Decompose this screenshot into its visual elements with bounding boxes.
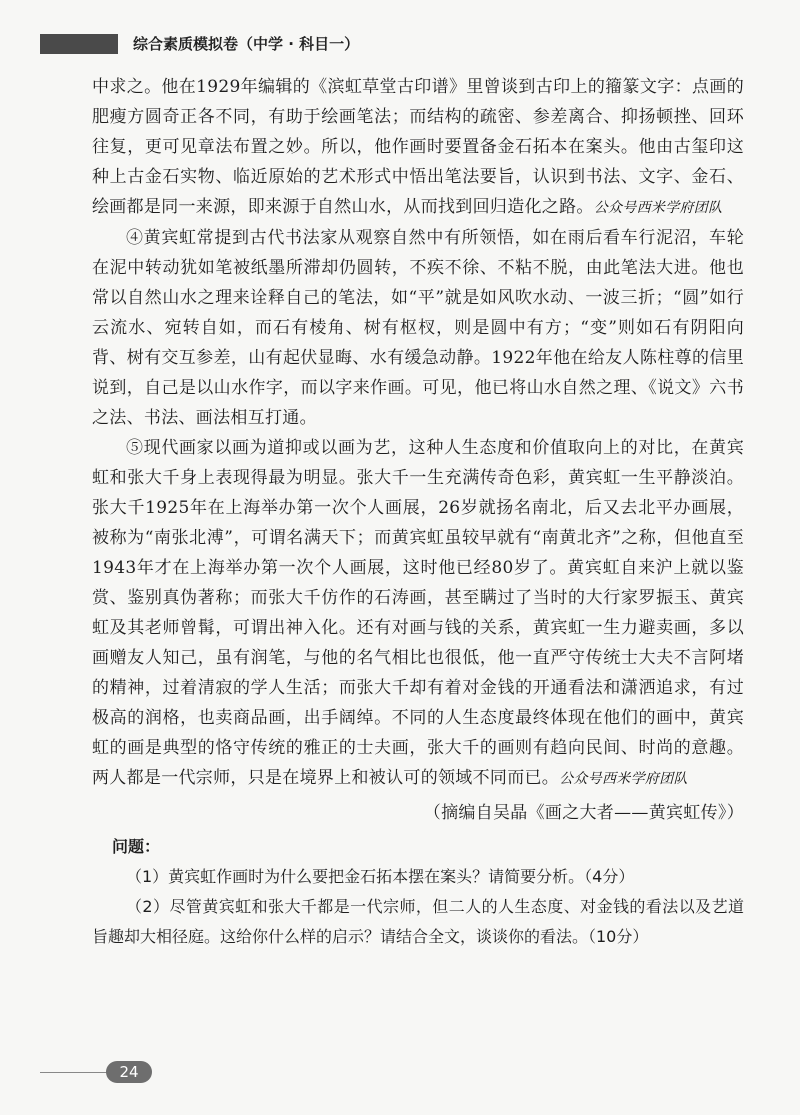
header-title: 综合素质模拟卷（中学 · 科目一） bbox=[133, 35, 360, 53]
paragraph-5 bbox=[92, 433, 744, 794]
header-bar bbox=[40, 34, 118, 54]
questions-heading: 问题： bbox=[112, 837, 161, 856]
paragraph-3-continued bbox=[92, 72, 744, 223]
question-2: （2）尽管黄宾虹和张大千都是一代宗师，但二人的人生态度、对金钱的看法以及艺道旨趣却大相径庭。这给你什么样的启示？请结合全文，谈谈你的看法。（10分） bbox=[92, 897, 744, 946]
handwritten-annotation: 公众号西米学府团队 bbox=[559, 771, 688, 787]
page-number: 24 bbox=[106, 1061, 152, 1083]
paragraph-4: ④黄宾虹常提到古代书法家从观察自然中有所领悟，如在雨后看车行泥沼，车轮在泥中转动犹如笔被纸墨所滞却仍圆转，不疾不徐、不粘不脱，由此笔法大进。他也常以自然山水之理来诠释自己的笔法，如“平”就是如风吹水动、一波三折；“圆”如行云流水、宛转自如，而石有棱角、树有枢杈，则是圆中有方；“变”则如石有阴阳向背、树有交互参差，山有起伏显晦、水有缓急动静。1922年他在给友人陈柱尊的信里说到，自己是以山水作字，而以字来作画。可见，他已将山水自然之理、《说文》六书之法、书法、画法相互打通。 bbox=[92, 228, 744, 428]
article-content bbox=[92, 72, 744, 952]
question-1: （1）黄宾虹作画时为什么要把金石拓本摆在案头？请简要分析。（4分） bbox=[126, 867, 635, 886]
paragraph-text: ⑤现代画家以画为道抑或以画为艺，这种人生态度和价值取向上的对比，在黄宾虹和张大千身上表现得最为明显。张大千一生充满传奇色彩，黄宾虹一生平静淡泊。张大千1925年在上海举办第一次个人画展，26岁就扬名南北，后又去北平办画展，被称为“南张北溥”，可谓名满天下；而黄宾虹虽较早就有“南黄北齐”之称，但他直至1943年才在上海举办第一次个人画展，这时他已经80岁了。黄宾虹自来沪上就以鉴赏、鉴别真伪著称；而张大千仿作的石涛画，甚至瞒过了当时的大行家罗振玉、黄宾虹及其老师曾髯，可谓出神入化。还有对画与钱的关系，黄宾虹一生力避卖画，多以画赠友人知己，虽有润笔，与他的名气相比也很低，他一直严守传统士大夫不言阿堵的精神，过着清寂的学人生活；而张大千却有着对金钱的开通看法和潇洒追求，有过极高的润格，也卖商品画，出手阔绰。不同的人生态度最终体现在他们的画中，黄宾虹的画是典型的恪守传统的雅正的士夫画，张大千的画则有趋向民间、时尚的意趣。两人都是一代宗师，只是在境界上和被认可的领域不同而已。 bbox=[92, 438, 744, 788]
source-citation: （摘编自吴晶《画之大者——黄宾虹传》） bbox=[423, 803, 744, 823]
handwritten-annotation: 公众号西米学府团队 bbox=[593, 200, 723, 216]
paragraph-text: 中求之。他在1929年编辑的《滨虹草堂古印谱》里曾谈到古印上的籀篆文字：点画的肥瘦方圆奇正各不同，有助于绘画笔法；而结构的疏密、参差离合、抑扬顿挫、回环往复，更可见章法布置之妙。所以，他作画时要置备金石拓本在案头。他由古玺印这种上古金石实物、临近原始的艺术形式中悟出笔法要旨，认识到书法、文字、金石、绘画都是同一来源，即来源于自然山水，从而找到回归造化之路。 bbox=[92, 77, 744, 217]
